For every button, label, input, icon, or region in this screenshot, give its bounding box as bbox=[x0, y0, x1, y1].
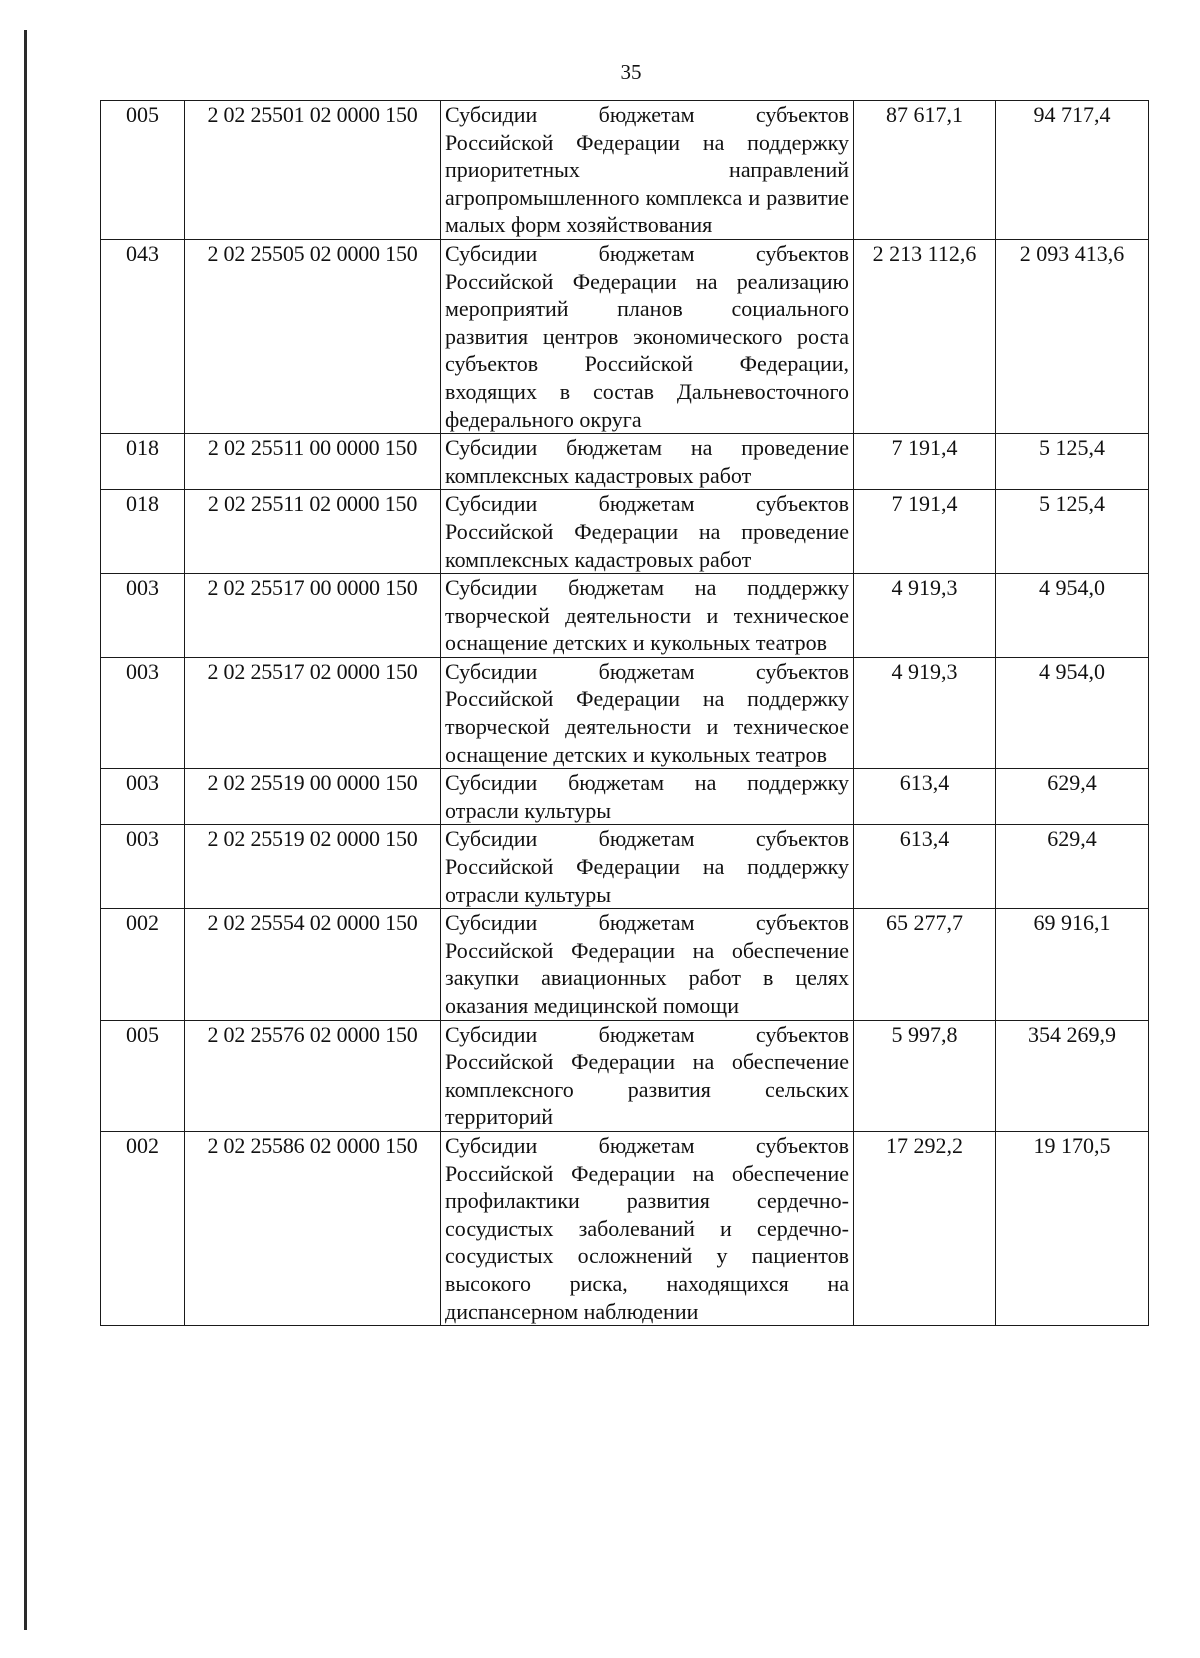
value-1-cell: 17 292,2 bbox=[854, 1131, 996, 1325]
description-cell: Субсидии бюджетам на поддержку творческой деятельности и техническое оснащение детских и кукольных театров bbox=[441, 574, 854, 658]
budget-code-cell: 2 02 25576 02 0000 150 bbox=[185, 1020, 441, 1131]
value-2-cell: 354 269,9 bbox=[996, 1020, 1149, 1131]
budget-code-cell: 2 02 25511 02 0000 150 bbox=[185, 490, 441, 574]
admin-code-cell: 003 bbox=[101, 574, 185, 658]
budget-code-cell: 2 02 25586 02 0000 150 bbox=[185, 1131, 441, 1325]
value-2-cell: 5 125,4 bbox=[996, 490, 1149, 574]
budget-code-cell: 2 02 25517 00 0000 150 bbox=[185, 574, 441, 658]
budget-table-body bbox=[101, 101, 1149, 1326]
description-cell: Субсидии бюджетам субъектов Российской Федерации на обеспечение профилактики развития сердечно-сосудистых заболеваний и сердечно-сосудистых осложнений у пациентов высокого риска, находящихся на диспансерном наблюдении bbox=[441, 1131, 854, 1325]
budget-code-cell: 2 02 25519 00 0000 150 bbox=[185, 769, 441, 825]
admin-code-cell: 018 bbox=[101, 490, 185, 574]
table-row bbox=[101, 769, 1149, 825]
description-cell: Субсидии бюджетам субъектов Российской Федерации на поддержку отрасли культуры bbox=[441, 825, 854, 909]
description-cell: Субсидии бюджетам субъектов Российской Федерации на обеспечение комплексного развития сельских территорий bbox=[441, 1020, 854, 1131]
table-row bbox=[101, 1131, 1149, 1325]
table-row bbox=[101, 574, 1149, 658]
table-row bbox=[101, 239, 1149, 433]
description-cell: Субсидии бюджетам субъектов Российской Федерации на поддержку приоритетных направлений агропромышленного комплекса и развитие малых форм хозяйствования bbox=[441, 101, 854, 240]
value-1-cell: 4 919,3 bbox=[854, 657, 996, 768]
description-cell: Субсидии бюджетам субъектов Российской Федерации на проведение комплексных кадастровых работ bbox=[441, 490, 854, 574]
admin-code-cell: 003 bbox=[101, 769, 185, 825]
value-2-cell: 94 717,4 bbox=[996, 101, 1149, 240]
value-2-cell: 5 125,4 bbox=[996, 434, 1149, 490]
table-row bbox=[101, 657, 1149, 768]
description-cell: Субсидии бюджетам на поддержку отрасли культуры bbox=[441, 769, 854, 825]
table-row bbox=[101, 825, 1149, 909]
admin-code-cell: 005 bbox=[101, 101, 185, 240]
value-2-cell: 4 954,0 bbox=[996, 574, 1149, 658]
budget-code-cell: 2 02 25511 00 0000 150 bbox=[185, 434, 441, 490]
table-row bbox=[101, 434, 1149, 490]
table-row bbox=[101, 1020, 1149, 1131]
admin-code-cell: 002 bbox=[101, 909, 185, 1020]
description-cell: Субсидии бюджетам на проведение комплексных кадастровых работ bbox=[441, 434, 854, 490]
table-row bbox=[101, 490, 1149, 574]
table-row bbox=[101, 909, 1149, 1020]
value-1-cell: 613,4 bbox=[854, 769, 996, 825]
admin-code-cell: 002 bbox=[101, 1131, 185, 1325]
budget-code-cell: 2 02 25517 02 0000 150 bbox=[185, 657, 441, 768]
page-number: 35 bbox=[620, 60, 642, 84]
value-2-cell: 19 170,5 bbox=[996, 1131, 1149, 1325]
value-2-cell: 629,4 bbox=[996, 769, 1149, 825]
admin-code-cell: 003 bbox=[101, 825, 185, 909]
description-cell: Субсидии бюджетам субъектов Российской Федерации на реализацию мероприятий планов социального развития центров экономического роста субъектов Российской Федерации, входящих в состав Дальневосточного федерального округа bbox=[441, 239, 854, 433]
value-1-cell: 65 277,7 bbox=[854, 909, 996, 1020]
budget-code-cell: 2 02 25505 02 0000 150 bbox=[185, 239, 441, 433]
value-1-cell: 4 919,3 bbox=[854, 574, 996, 658]
scan-edge-line bbox=[24, 30, 27, 1630]
admin-code-cell: 043 bbox=[101, 239, 185, 433]
value-2-cell: 629,4 bbox=[996, 825, 1149, 909]
description-cell: Субсидии бюджетам субъектов Российской Федерации на поддержку творческой деятельности и техническое оснащение детских и кукольных театров bbox=[441, 657, 854, 768]
admin-code-cell: 003 bbox=[101, 657, 185, 768]
value-1-cell: 7 191,4 bbox=[854, 434, 996, 490]
admin-code-cell: 018 bbox=[101, 434, 185, 490]
budget-code-cell: 2 02 25519 02 0000 150 bbox=[185, 825, 441, 909]
value-2-cell: 69 916,1 bbox=[996, 909, 1149, 1020]
value-1-cell: 87 617,1 bbox=[854, 101, 996, 240]
budget-code-cell: 2 02 25554 02 0000 150 bbox=[185, 909, 441, 1020]
value-1-cell: 7 191,4 bbox=[854, 490, 996, 574]
value-1-cell: 613,4 bbox=[854, 825, 996, 909]
value-2-cell: 2 093 413,6 bbox=[996, 239, 1149, 433]
table-row bbox=[101, 101, 1149, 240]
value-2-cell: 4 954,0 bbox=[996, 657, 1149, 768]
value-1-cell: 2 213 112,6 bbox=[854, 239, 996, 433]
admin-code-cell: 005 bbox=[101, 1020, 185, 1131]
budget-code-cell: 2 02 25501 02 0000 150 bbox=[185, 101, 441, 240]
budget-table bbox=[100, 100, 1149, 1326]
value-1-cell: 5 997,8 bbox=[854, 1020, 996, 1131]
description-cell: Субсидии бюджетам субъектов Российской Федерации на обеспечение закупки авиационных работ в целях оказания медицинской помощи bbox=[441, 909, 854, 1020]
